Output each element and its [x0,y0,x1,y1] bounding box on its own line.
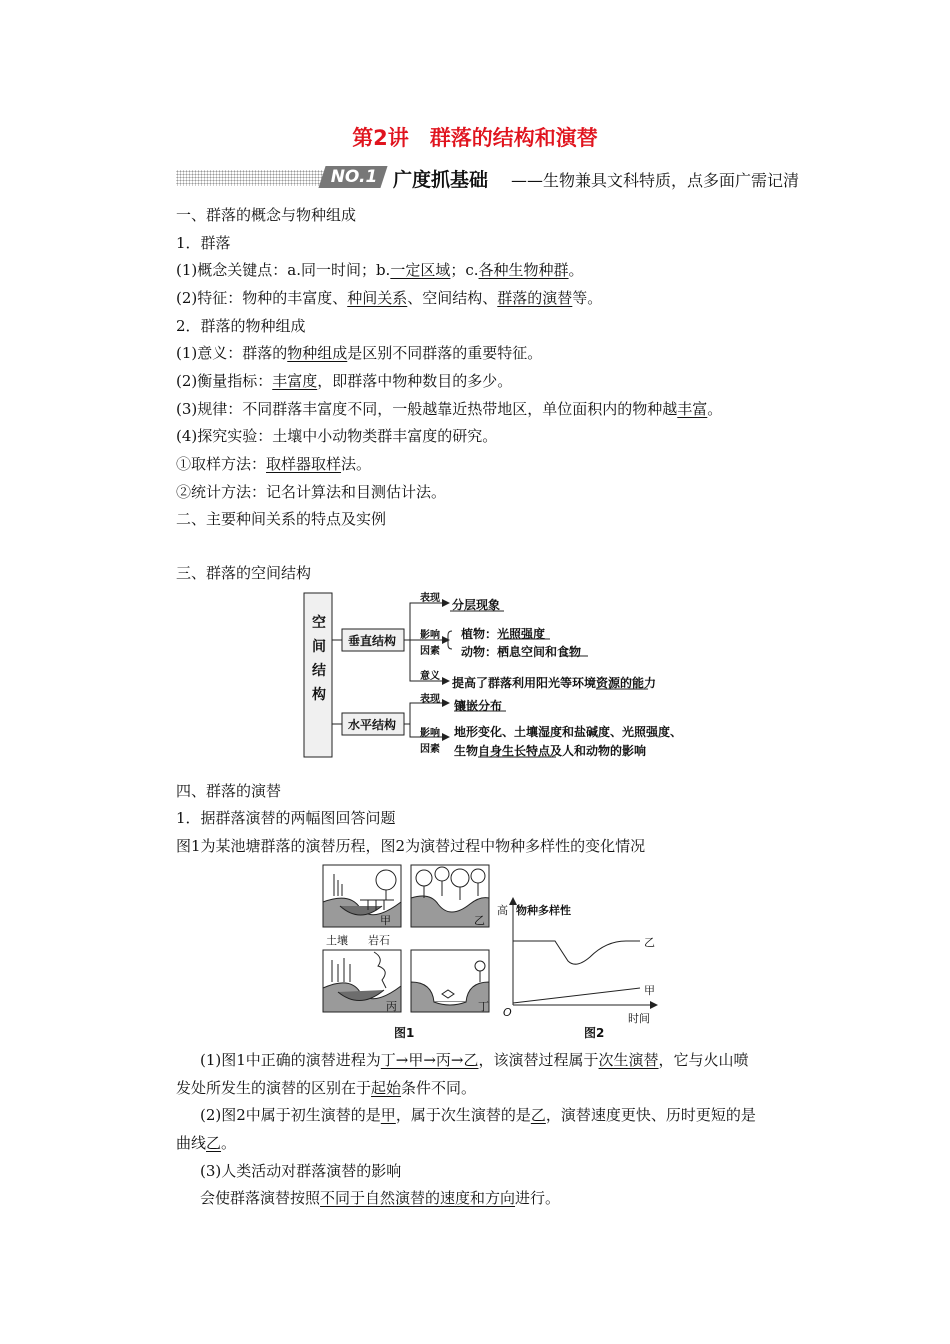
text-line: (1)意义：群落的物种组成是区别不同群落的重要特征。 [176,344,543,362]
banner-sub: ——生物兼具文科特质，点多面广需记清 [511,171,800,190]
answer: 取样器取样 [266,455,342,473]
h-factors-1: 地形变化、土壤湿度和盐碱度、光照强度、 [454,725,683,739]
label-yiyi: 意义 [420,671,440,682]
answer: 丰富 [677,400,708,418]
v-show: 分层现象 [452,598,501,612]
diagram-root-char: 构 [312,687,326,703]
question-line: 会使群落演替按照不同于自然演替的速度和方向进行。 [200,1189,561,1207]
label-yinsu: 因素 [420,646,440,657]
sub-heading: 2．群落的物种组成 [176,317,306,335]
answer: 丰富度 [272,372,318,390]
page-title: 第2讲 群落的结构和演替 [352,126,598,150]
fig1-label-jia: 甲 [380,914,391,927]
h-factors-2: 生物自身生长特点及人和动物的影响 [454,744,647,758]
text-line: (2)衡量指标：丰富度，即群落中物种数目的多少。 [176,372,513,390]
question-line: (1)图1中正确的演替进程为丁→甲→丙→乙，该演替过程属于次生演替，它与火山喷 [200,1051,749,1069]
fig1-label-soil: 土壤 [326,934,348,947]
text-line: (4)探究实验：土壤中小动物类群丰富度的研究。 [176,427,498,445]
label-biaoxian-2: 表现 [420,694,440,705]
sub-heading: 1．群落 [176,234,231,252]
answer: 各种生物种群 [478,261,569,279]
fig2-xlabel: 时间 [628,1012,650,1025]
fig2-caption: 图2 [584,1026,605,1040]
v-meaning: 提高了群落利用阳光等环境资源的能力 [452,676,657,690]
v-plant: 植物：光照强度 [461,627,546,641]
answer: 甲 [380,1106,396,1124]
diagram-root-char: 间 [312,639,326,655]
diagram-root-char: 结 [312,663,326,679]
diagram-vertical: 垂直结构 [348,634,397,648]
question-line: 曲线乙。 [176,1134,237,1152]
text-line: ①取样方法：取样器取样法。 [176,455,372,473]
question-line: 发处所发生的演替的区别在于起始条件不同。 [176,1079,477,1097]
section-heading: 四、群落的演替 [176,782,282,800]
banner-badge-text: NO.1 [330,167,378,187]
label-yingxiang: 影响 [420,630,440,641]
fig1-label-bing: 丙 [386,1000,397,1013]
answer: 乙 [530,1106,546,1124]
section-heading: 三、群落的空间结构 [176,564,312,582]
section-heading: 二、主要种间关系的特点及实例 [176,510,387,528]
fig2-series-yi: 乙 [644,936,655,949]
answer: 起始 [371,1079,402,1097]
label-yinsu-2: 因素 [420,744,440,755]
label-biaoxian: 表现 [420,593,440,604]
v-animal: 动物：栖息空间和食物 [461,645,582,659]
fig2-series-jia: 甲 [644,984,655,997]
label-yingxiang-2: 影响 [420,728,440,739]
answer: 不同于自然演替的速度和方向 [320,1189,516,1207]
fig1-caption: 图1 [394,1026,415,1040]
sub-heading: 1．据群落演替的两幅图回答问题 [176,809,396,827]
diagram-root-char: 空 [312,615,326,631]
fig1-label-yi: 乙 [474,914,485,927]
fig1-label-ding: 丁 [478,1000,489,1013]
h-show: 镶嵌分布 [454,699,503,713]
answer: 次生演替 [598,1051,659,1069]
fig2-ylabel: 物种多样性 [516,904,571,917]
text-line: 图1为某池塘群落的演替历程，图2为演替过程中物种多样性的变化情况 [176,837,646,855]
answer: 乙 [206,1134,222,1152]
section-heading: 一、群落的概念与物种组成 [176,206,357,224]
text-line: (1)概念关键点：a.同一时间；b.一定区域；c.各种生物种群。 [176,261,584,279]
banner-main: 广度抓基础 [393,169,489,191]
fig2-high: 高 [497,904,508,917]
diagram-horizontal: 水平结构 [348,718,397,732]
answer: 种间关系 [347,289,408,307]
text-line: ②统计方法：记名计算法和目测估计法。 [176,483,447,501]
question-line: (3)人类活动对群落演替的影响 [200,1162,402,1180]
text-line: (3)规律：不同群落丰富度不同，一般越靠近热带地区，单位面积内的物种越丰富。 [176,400,723,418]
fig1-label-rock: 岩石 [368,934,390,947]
answer: 物种组成 [287,344,348,362]
answer: 丁→甲→丙→乙 [380,1051,479,1069]
question-line: (2)图2中属于初生演替的是甲，属于次生演替的是乙，演替速度更快、历时更短的是 [200,1106,756,1124]
answer: 一定区域 [390,261,451,279]
text-line: (2)特征：物种的丰富度、种间关系、空间结构、群落的演替等。 [176,289,603,307]
answer: 群落的演替 [497,289,573,307]
fig2-origin: O [503,1006,512,1019]
banner-dots [176,170,326,186]
